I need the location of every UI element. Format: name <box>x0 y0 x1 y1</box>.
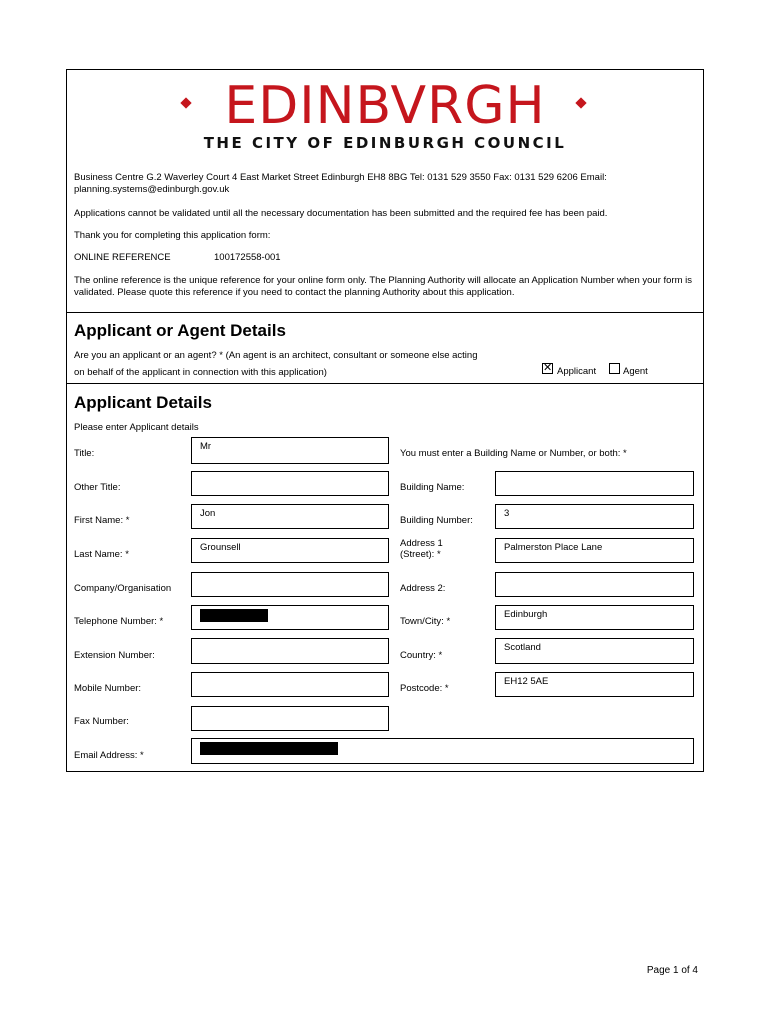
council-logo <box>67 70 703 160</box>
country-field[interactable]: Scotland <box>495 638 694 664</box>
first-name-label: First Name: * <box>74 515 130 526</box>
thanks-text: Thank you for completing this application form: <box>74 230 271 241</box>
extension-label: Extension Number: <box>74 650 155 661</box>
applicant-checkbox-label: Applicant <box>557 366 597 377</box>
first-name-field[interactable]: Jon <box>191 504 389 529</box>
email-field[interactable] <box>191 738 694 764</box>
reference-note: The online reference is the unique reference for your online form only. The Planning Authority will allocate an Application Number when your form is validated. Please quote this reference if you need to contact the planning Authority about this application. <box>74 275 693 298</box>
building-name-label: Building Name: <box>400 482 465 493</box>
applicant-details-heading: Applicant Details <box>74 393 212 412</box>
email-label: Email Address: * <box>74 750 144 761</box>
applicant-details-instruction: Please enter Applicant details <box>74 422 199 433</box>
redacted-email <box>200 742 338 755</box>
fax-label: Fax Number: <box>74 716 129 727</box>
building-name-or-number-note: You must enter a Building Name or Number, or both: * <box>400 448 627 459</box>
last-name-field[interactable]: Grounsell <box>191 538 389 563</box>
applicant-agent-question-line2: on behalf of the applicant in connection with this application) <box>74 367 327 378</box>
building-number-field[interactable]: 3 <box>495 504 694 529</box>
building-number-label: Building Number: <box>400 515 473 526</box>
agent-checkbox[interactable] <box>609 363 620 374</box>
postcode-field[interactable]: EH12 5AE <box>495 672 694 697</box>
applicant-agent-question-line1: Are you an applicant or an agent? * (An agent is an architect, consultant or someone else acting <box>74 350 478 361</box>
mobile-label: Mobile Number: <box>74 683 142 694</box>
online-reference-label: ONLINE REFERENCE <box>74 252 171 263</box>
building-name-field[interactable] <box>495 471 694 496</box>
address1-field[interactable]: Palmerston Place Lane <box>495 538 694 563</box>
company-field[interactable] <box>191 572 389 597</box>
country-label: Country: * <box>400 650 443 661</box>
applicant-checkbox[interactable]: ✕ <box>543 362 553 374</box>
other-title-field[interactable] <box>191 471 389 496</box>
fax-field[interactable] <box>191 706 389 731</box>
logo-subtitle: THE CITY OF EDINBURGH COUNCIL <box>203 134 567 152</box>
extension-field[interactable] <box>191 638 389 664</box>
address2-label: Address 2: <box>400 583 446 594</box>
section-divider <box>67 383 703 384</box>
postcode-label: Postcode: * <box>400 683 449 694</box>
title-field[interactable]: Mr <box>191 437 389 464</box>
address-line: Business Centre G.2 Waverley Court 4 East Market Street Edinburgh EH8 8BG Tel: 0131 529 3550 Fax: 0131 529 6206 Email: planning.systems@edinburgh.gov.uk <box>74 172 607 195</box>
last-name-label: Last Name: * <box>74 549 129 560</box>
telephone-label: Telephone Number: * <box>74 616 164 627</box>
mobile-field[interactable] <box>191 672 389 697</box>
address1-label-line1: Address 1 <box>400 538 443 549</box>
logo-wordmark: EDINBVRGH <box>224 76 546 136</box>
page-number: Page 1 of 4 <box>646 965 698 976</box>
agent-checkbox-label: Agent <box>623 366 648 377</box>
validation-note: Applications cannot be validated until all the necessary documentation has been submitted and the required fee has been paid. <box>74 208 608 219</box>
address2-field[interactable] <box>495 572 694 597</box>
section-divider <box>67 312 703 313</box>
title-label: Title: <box>74 448 95 459</box>
company-label: Company/Organisation <box>74 583 172 594</box>
redacted-telephone <box>200 609 268 622</box>
online-reference-value: 100172558-001 <box>214 252 281 263</box>
town-field[interactable]: Edinburgh <box>495 605 694 630</box>
town-label: Town/City: * <box>400 616 451 627</box>
form-frame <box>66 69 704 772</box>
address1-label-line2: (Street): * <box>400 549 441 560</box>
applicant-or-agent-heading: Applicant or Agent Details <box>74 321 286 340</box>
telephone-field[interactable] <box>191 605 389 630</box>
other-title-label: Other Title: <box>74 482 121 493</box>
